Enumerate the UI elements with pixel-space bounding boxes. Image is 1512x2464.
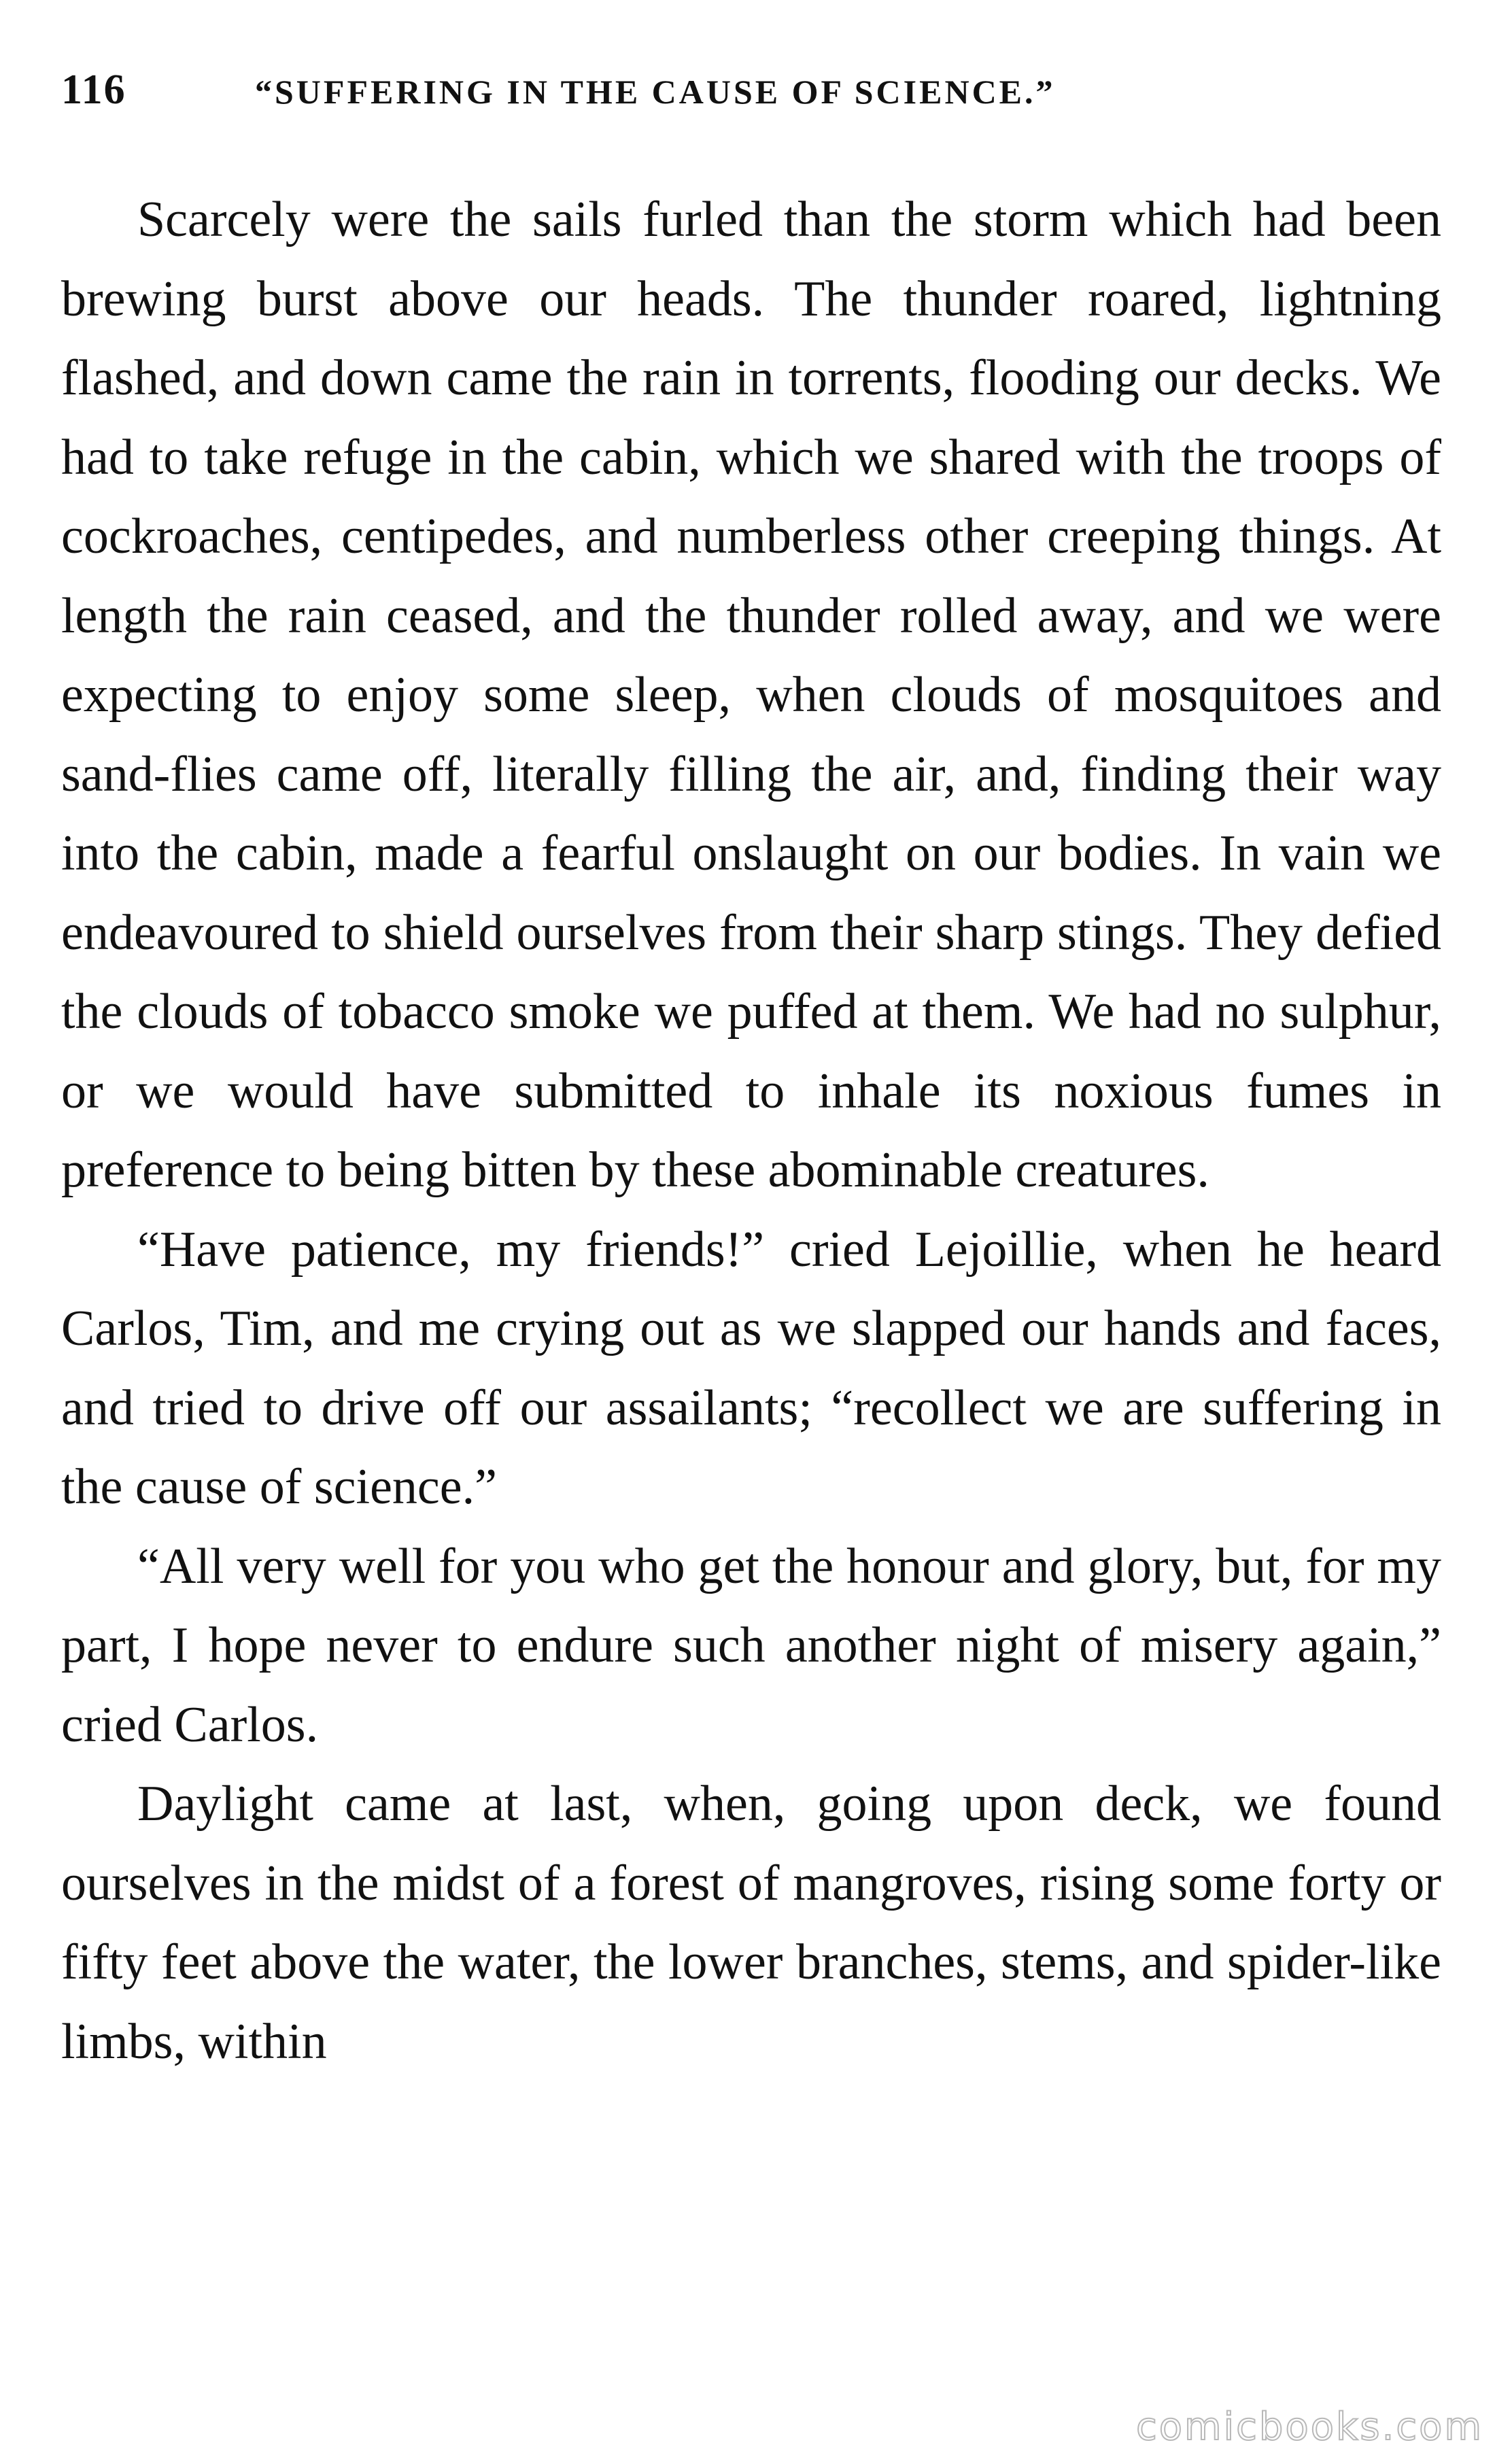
paragraph-lejoillie: “Have patience, my friends!” cried Lejoillie, when he heard Carlos, Tim, and me crying out as we slapped our hands and faces, and tried to drive off our assailants; “recollect we are suffering in the cause of science.”: [61, 1221, 1441, 1515]
body-text: [61, 180, 1441, 2081]
watermark: comicbooks.com: [1135, 2405, 1483, 2449]
paragraph-daylight: Daylight came at last, when, going upon deck, we found ourselves in the midst of a forest of mangroves, rising some forty or fifty feet above the water, the lower branches, stems, and spider-like limbs, within: [61, 1776, 1441, 2070]
running-head: [61, 63, 1448, 117]
page-number: 116: [61, 67, 126, 113]
paragraph-storm: Scarcely were the sails furled than the storm which had been brewing burst above our heads. The thunder roared, lightning flashed, and down came the rain in torrents, flooding our decks. We had to take refuge in the cabin, which we shared with the troops of cockroaches, centipedes, and numberless other creeping things. At length the rain ceased, and the thunder rolled away, and we were expecting to enjoy some sleep, when clouds of mosquitoes and sand-flies came off, literally filling the air, and, finding their way into the cabin, made a fearful onslaught on our bodies. In vain we endeavoured to shield ourselves from their sharp stings. They defied the clouds of tobacco smoke we puffed at them. We had no sulphur, or we would have submitted to inhale its noxious fumes in preference to being bitten by these abominable creatures.: [61, 192, 1441, 1198]
paragraph-carlos: “All very well for you who get the honour and glory, but, for my part, I hope never to endure such another night of misery again,” cried Carlos.: [61, 1538, 1441, 1753]
running-title: “SUFFERING IN THE CAUSE OF SCIENCE.”: [255, 73, 1056, 111]
